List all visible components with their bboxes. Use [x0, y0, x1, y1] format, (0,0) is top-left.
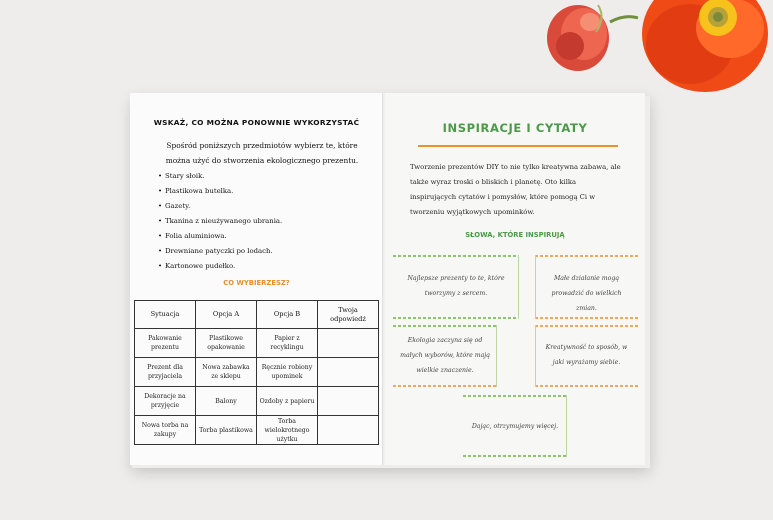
table-cell: Nowa torba na zakupy: [135, 416, 196, 445]
quote-text: Najlepsze prezenty to te, które tworzymy z sercem.: [407, 275, 505, 297]
table-cell: Prezent dla przyjaciela: [135, 358, 196, 387]
table-cell: Ręcznie robiony upominek: [257, 358, 318, 387]
table-row: [135, 416, 379, 445]
quotes-subheading: SŁOWA, KTÓRE INSPIRUJĄ: [465, 231, 565, 239]
answer-cell[interactable]: [318, 416, 379, 445]
table-cell: Pakowanie prezentu: [135, 329, 196, 358]
right-page: [385, 93, 645, 465]
list-item: • Drewniane patyczki po lodach.: [158, 244, 282, 259]
column-header: Opcja B: [257, 301, 318, 329]
table-header-row: [135, 301, 379, 329]
quote-text: Dając, otrzymujemy więcej.: [471, 423, 559, 430]
vine-border-top: [463, 395, 567, 397]
left-page-title: WSKAŻ, CO MOŻNA PONOWNIE WYKORZYSTAĆ: [153, 118, 360, 127]
list-item: • Gazety.: [158, 199, 282, 214]
choice-heading: CO WYBIERZESZ?: [223, 279, 290, 287]
list-item: • Kartonowe pudełko.: [158, 259, 282, 274]
right-page-intro: Tworzenie prezentów DIY to nie tylko kreatywna zabawa, ale także wyraz troski o bliskich i planetę. Oto kilka inspirujących cytatów i pomysłów, które pomogą Ci w tworzeniu wyjątkowych upominków.: [410, 163, 621, 216]
vine-border-bottom: [393, 385, 497, 387]
vine-border-top: [393, 325, 497, 327]
table-cell: Papier z recyklingu: [257, 329, 318, 358]
quote-card: [393, 325, 497, 387]
vine-border-bottom: [463, 455, 567, 457]
table-row: [135, 329, 379, 358]
right-page-title: INSPIRACJE I CYTATY: [442, 121, 588, 135]
answer-cell[interactable]: [318, 358, 379, 387]
vine-border-top: [393, 255, 519, 257]
vine-border-top: [535, 255, 638, 257]
table-cell: Dekoracje na przyjęcie: [135, 387, 196, 416]
vine-border-bottom: [535, 385, 638, 387]
choice-table: [134, 300, 379, 445]
quote-card: [393, 255, 519, 319]
vine-border-bottom: [393, 317, 519, 319]
column-header: Opcja A: [196, 301, 257, 329]
vine-border-top: [535, 325, 638, 327]
table-cell: Torba wielokrotnego użytku: [257, 416, 318, 445]
table-row: [135, 387, 379, 416]
left-page: [130, 93, 383, 465]
table-cell: Ozdoby z papieru: [257, 387, 318, 416]
quote-card: [535, 325, 638, 387]
answer-cell[interactable]: [318, 387, 379, 416]
table-cell: Plastikowe opakowanie: [196, 329, 257, 358]
quote-text: Kreatywność to sposób, w jaki wyrażamy siebie.: [545, 344, 628, 366]
table-cell: Torba plastikowa: [196, 416, 257, 445]
poppy-flowers-decoration: [540, 0, 773, 95]
quote-text: Małe działanie mogą prowadzić do wielkich zmian.: [551, 275, 622, 312]
list-item: • Stary słoik.: [158, 169, 282, 184]
answer-cell[interactable]: [318, 329, 379, 358]
list-item: • Tkanina z nieużywanego ubrania.: [158, 214, 282, 229]
list-item: • Plastikowa butelka.: [158, 184, 282, 199]
left-page-intro: Spośród poniższych przedmiotów wybierz te, które można użyć do stworzenia ekologicznego prezentu.: [165, 141, 359, 165]
table-row: [135, 358, 379, 387]
table-cell: Nowa zabawka ze sklepu: [196, 358, 257, 387]
column-header: Sytuacja: [135, 301, 196, 329]
title-divider: [418, 145, 618, 147]
list-item: • Folia aluminiowa.: [158, 229, 282, 244]
reusable-items-list: [158, 169, 282, 274]
vine-border-bottom: [535, 317, 638, 319]
table-cell: Balony: [196, 387, 257, 416]
quote-text: Ekologia zaczyna się od małych wyborów, które mają wielkie znaczenie.: [400, 337, 490, 374]
quote-card: [535, 255, 638, 319]
quote-card: [463, 395, 567, 457]
column-header: Twoja odpowiedź: [318, 301, 379, 329]
